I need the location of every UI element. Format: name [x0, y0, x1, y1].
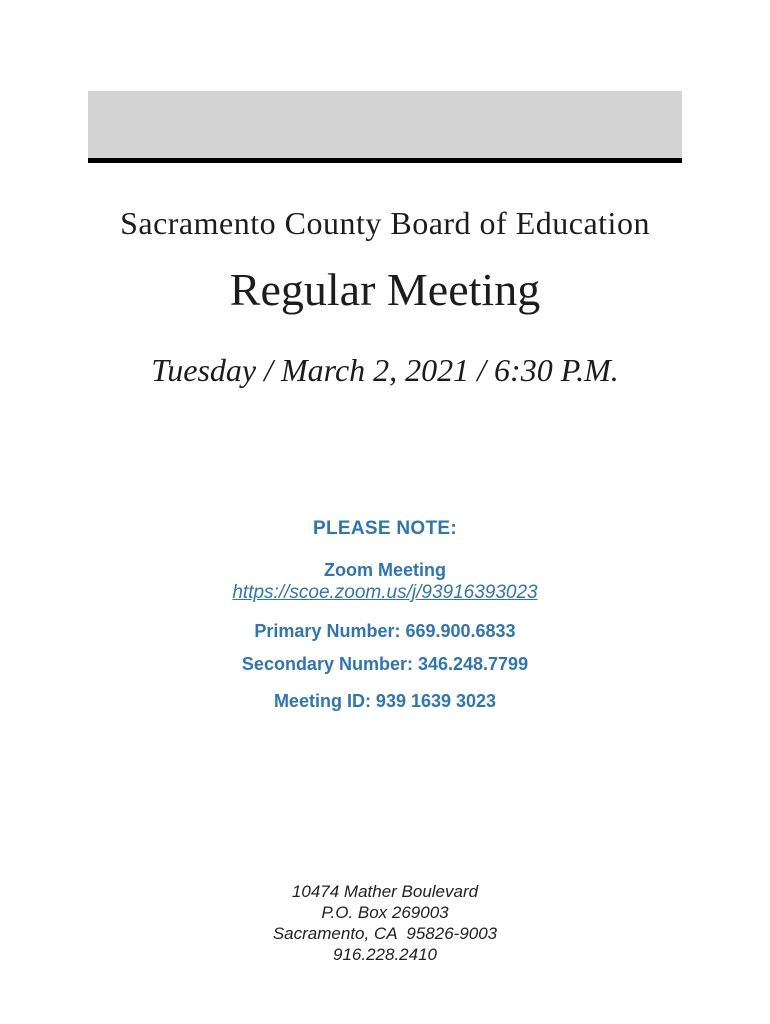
- address-line-phone: 916.228.2410: [333, 945, 437, 964]
- address-line-pobox: P.O. Box 269003: [321, 903, 449, 922]
- notice-heading: PLEASE NOTE:: [312, 518, 457, 539]
- meeting-datetime: Tuesday / March 2, 2021 / 6:30 P.M.: [151, 352, 619, 388]
- address-line-street: 10474 Mather Boulevard: [291, 882, 479, 901]
- meeting-id: Meeting ID: 939 1639 3023: [273, 691, 497, 711]
- zoom-meeting-link[interactable]: https://scoe.zoom.us/j/93916393023: [232, 582, 538, 603]
- footer-address: [0, 881, 770, 965]
- secondary-number: Secondary Number: 346.248.7799: [241, 654, 529, 674]
- org-title: Sacramento County Board of Education: [120, 205, 650, 241]
- primary-number: Primary Number: 669.900.6833: [254, 621, 516, 641]
- zoom-url-line: [0, 582, 770, 604]
- meeting-title: Regular Meeting: [229, 264, 541, 315]
- header-banner: [88, 91, 682, 163]
- address-line-city: Sacramento, CA 95826-9003: [272, 924, 498, 943]
- zoom-meeting-label: Zoom Meeting: [324, 560, 446, 580]
